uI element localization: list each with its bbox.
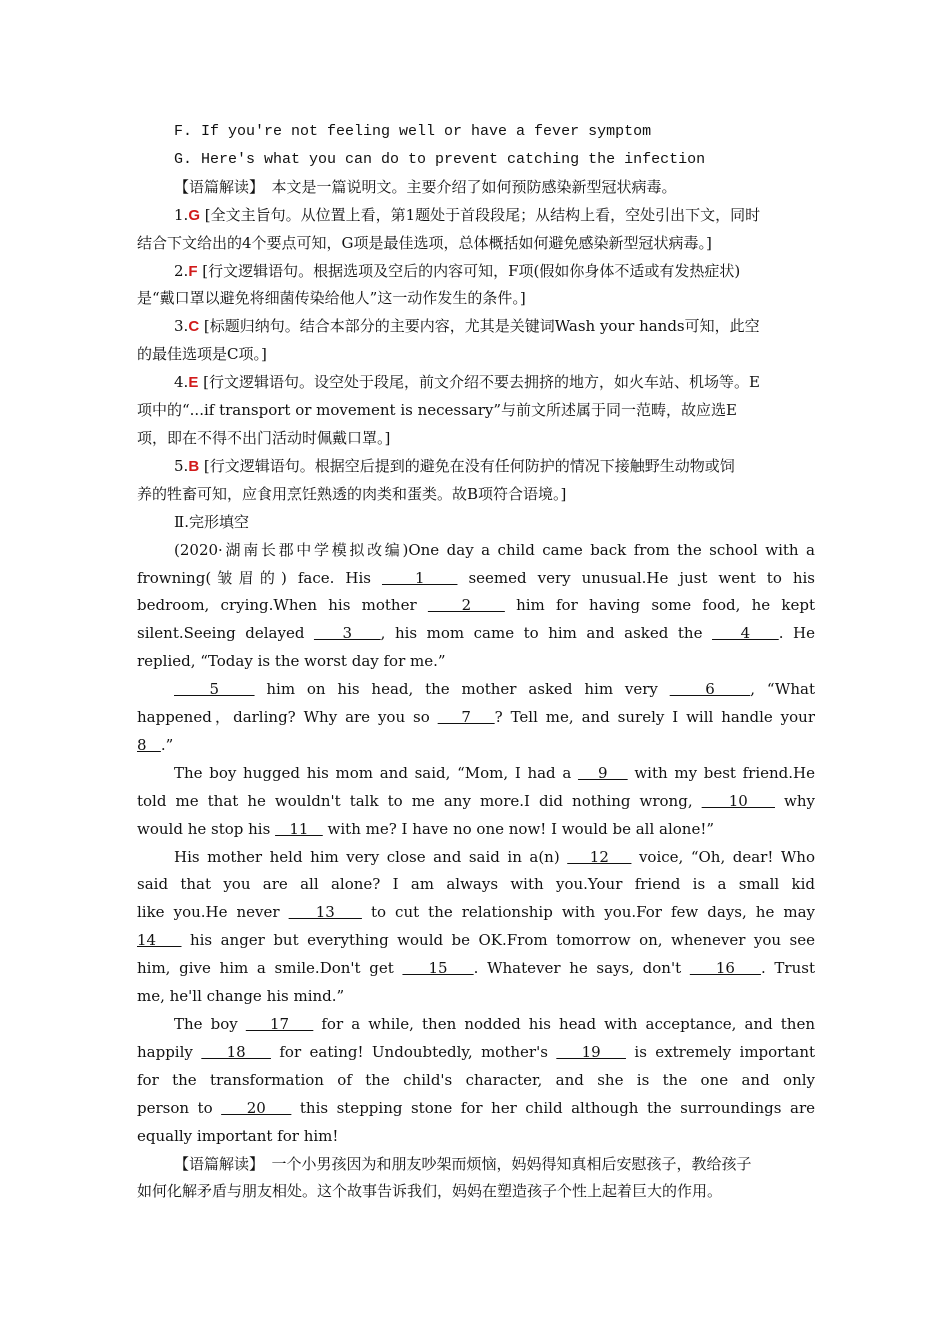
cloze-blank: 13 bbox=[288, 903, 362, 922]
cloze-blank: 7 bbox=[437, 708, 495, 727]
cloze-blank: 12 bbox=[567, 847, 632, 866]
cloze-blank: 16 bbox=[689, 959, 761, 978]
cloze-line: The boy 17 for a while, then nodded his head with acceptance, and then bbox=[174, 1015, 815, 1033]
answer-2 bbox=[137, 258, 815, 286]
answer-5-cont: 养的牲畜可知，应食用烹饪熟透的肉类和蛋类。故B项符合语境。] bbox=[137, 484, 567, 503]
answer-explanation: [行文逻辑语句。根据空后提到的避免在没有任何防护的情况下接触野生动物或饲 bbox=[199, 456, 735, 475]
cloze-line: happily 18 for eating! Undoubtedly, mother's 19 is extremely important bbox=[137, 1042, 815, 1061]
answer-number: 2. bbox=[174, 261, 189, 280]
answer-number: 5. bbox=[174, 456, 189, 475]
cloze-line: replied, “Today is the worst day for me.” bbox=[137, 652, 446, 671]
cloze-blank: 10 bbox=[701, 791, 775, 810]
cloze-line: His mother held him very close and said in a(n) 12 voice, “Oh, dear! Who bbox=[174, 847, 815, 866]
cloze-line: bedroom, crying.When his mother 2 him for having some food, he kept bbox=[137, 596, 815, 615]
cloze-line: for the transformation of the child's character, and she is the one and only bbox=[137, 1070, 815, 1089]
cloze-blank: 19 bbox=[556, 1042, 626, 1061]
answer-letter: E bbox=[188, 374, 199, 392]
cloze-line: 5 him on his head, the mother asked him very 6 , “What bbox=[174, 680, 815, 699]
cloze-blank: 2 bbox=[427, 596, 505, 615]
cloze-blank: 15 bbox=[402, 959, 474, 978]
answer-explanation: [标题归纳句。结合本部分的主要内容，尤其是关键词Wash your hands可知，此空 bbox=[199, 317, 760, 336]
passage-analysis-2: 【语篇解读】 一个小男孩因为和朋友吵架而烦恼，妈妈得知真相后安慰孩子，教给孩子 bbox=[174, 1154, 752, 1173]
cloze-line: The boy hugged his mom and said, “Mom, I had a 9 with my best friend.He bbox=[174, 763, 815, 782]
answer-5 bbox=[137, 453, 815, 481]
option-f: F. If you're not feeling well or have a fever symptom bbox=[174, 123, 652, 140]
cloze-line: told me that he wouldn't talk to me any more.I did nothing wrong, 10 why bbox=[137, 791, 815, 810]
cloze-line: him, give him a smile.Don't get 15 . Whatever he says, don't 16 . Trust bbox=[137, 959, 815, 978]
cloze-blank: 18 bbox=[201, 1042, 271, 1061]
cloze-blank: 6 bbox=[669, 680, 751, 699]
answer-explanation: [行文逻辑语句。设空处于段尾，前文介绍不要去拥挤的地方，如火车站、机场等。E bbox=[198, 373, 760, 392]
cloze-line: said that you are all alone? I am always with you.Your friend is a small kid bbox=[137, 875, 815, 894]
cloze-blank: 3 bbox=[313, 624, 381, 643]
cloze-line: would he stop his 11 with me? I have no one now! I would be all alone!” bbox=[137, 819, 715, 838]
cloze-line: silent.Seeing delayed 3 , his mom came to him and asked the 4 . He bbox=[137, 624, 815, 643]
answer-explanation: [全文主旨句。从位置上看，第1题处于首段段尾；从结构上看，空处引出下文，同时 bbox=[199, 205, 761, 224]
cloze-line: happened，darling? Why are you so 7 ? Tell me, and surely I will handle your bbox=[137, 708, 815, 727]
cloze-blank: 1 bbox=[381, 568, 458, 587]
answer-1 bbox=[137, 202, 815, 230]
answer-letter: B bbox=[188, 457, 200, 475]
answer-3-cont: 的最佳选项是C项。] bbox=[137, 345, 267, 364]
cloze-blank: 5 bbox=[174, 680, 255, 699]
document-page bbox=[137, 118, 815, 1206]
cloze-blank: 14 bbox=[137, 931, 182, 950]
cloze-blank: 4 bbox=[712, 624, 779, 643]
cloze-line: (2020·湖南长郡中学模拟改编)One day a child came back from the school with a bbox=[174, 540, 815, 559]
cloze-line: 8 .” bbox=[137, 735, 174, 754]
cloze-blank: 8 bbox=[137, 735, 161, 754]
answer-letter: G bbox=[188, 206, 200, 224]
passage-analysis-2-cont: 如何化解矛盾与朋友相处。这个故事告诉我们，妈妈在塑造孩子个性上起着巨大的作用。 bbox=[137, 1182, 723, 1201]
answer-explanation: [行文逻辑语句。根据选项及空后的内容可知，F项(假如你身体不适或有发热症状) bbox=[197, 261, 741, 280]
answer-2-cont: 是“戴口罩以避免将细菌传染给他人”这一动作发生的条件。] bbox=[137, 289, 526, 308]
cloze-line: 14 his anger but everything would be OK.From tomorrow on, whenever you see bbox=[137, 931, 815, 950]
answer-4 bbox=[137, 369, 815, 397]
answer-4-cont: 项中的“...if transport or movement is necessary”与前文所述属于同一范畴，故应选E bbox=[137, 401, 738, 420]
cloze-blank: 11 bbox=[275, 819, 323, 838]
answer-1-cont: 结合下文给出的4个要点可知，G项是最佳选项，总体概括如何避免感染新型冠状病毒。] bbox=[137, 233, 712, 252]
cloze-line: like you.He never 13 to cut the relationship with you.For few days, he may bbox=[137, 903, 815, 922]
section-title: Ⅱ.完形填空 bbox=[174, 512, 249, 531]
option-g: G. Here's what you can do to prevent catching the infection bbox=[174, 150, 706, 168]
cloze-line: frowning(皱眉的) face. His 1 seemed very unusual.He just went to his bbox=[137, 568, 815, 587]
cloze-blank: 20 bbox=[221, 1098, 292, 1117]
cloze-line: equally important for him! bbox=[137, 1126, 339, 1145]
answer-number: 1. bbox=[174, 205, 189, 224]
answer-4-cont: 项，即在不得不出门活动时佩戴口罩。] bbox=[137, 428, 391, 447]
cloze-line: person to 20 this stepping stone for her child although the surroundings are bbox=[137, 1098, 815, 1117]
answer-letter: C bbox=[188, 318, 200, 336]
cloze-line: me, he'll change his mind.” bbox=[137, 987, 345, 1006]
answer-number: 3. bbox=[174, 317, 189, 336]
cloze-blank: 17 bbox=[245, 1015, 314, 1033]
cloze-blank: 9 bbox=[577, 763, 628, 782]
passage-analysis-1: 【语篇解读】 本文是一篇说明文。主要介绍了如何预防感染新型冠状病毒。 bbox=[174, 177, 677, 196]
answer-3 bbox=[137, 313, 815, 341]
answer-letter: F bbox=[188, 262, 198, 280]
answer-number: 4. bbox=[174, 373, 189, 392]
